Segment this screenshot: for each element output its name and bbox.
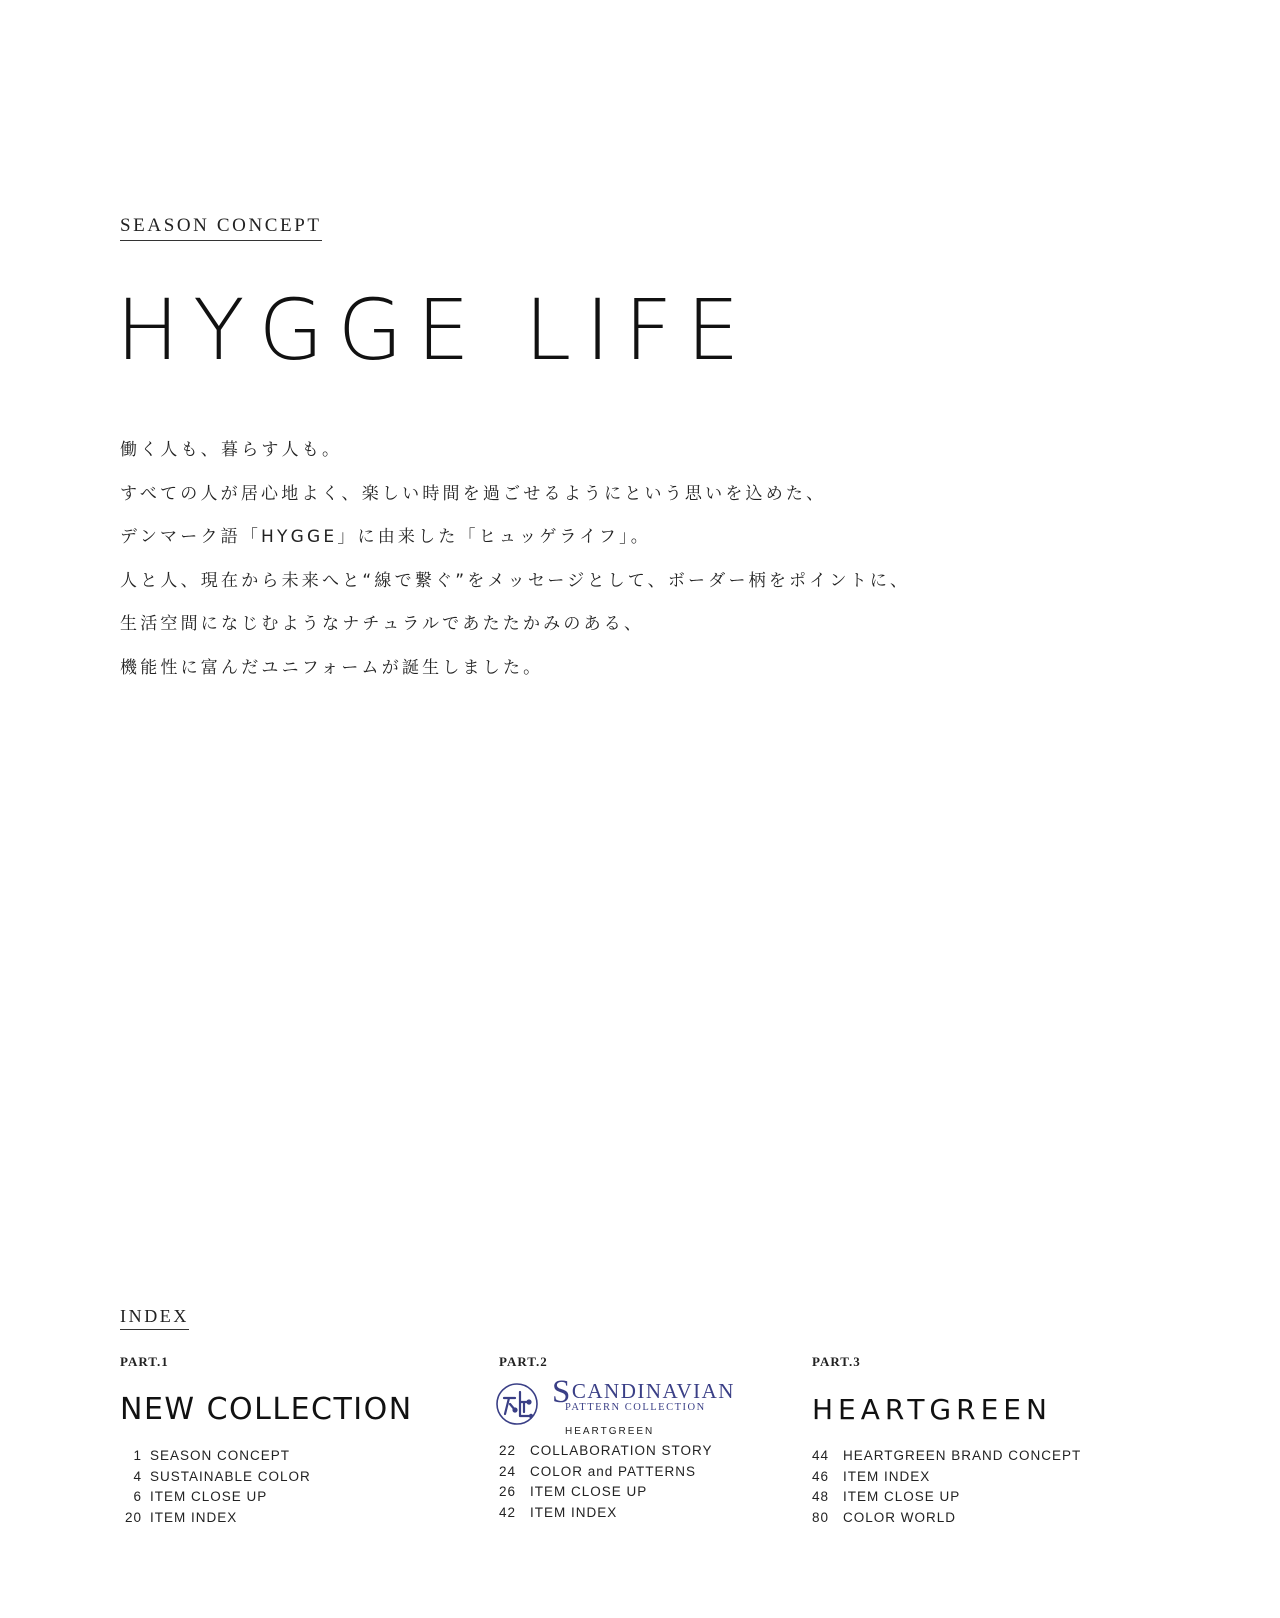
- toc-title: HEARTGREEN BRAND CONCEPT: [843, 1448, 1082, 1463]
- toc-row[interactable]: [120, 1467, 460, 1488]
- concept-line: 生活空間になじむようなナチュラルであたたかみのある、: [120, 614, 645, 634]
- toc-title: COLOR and PATTERNS: [530, 1463, 697, 1479]
- part-label: PART.1: [120, 1354, 169, 1369]
- concept-line: 人と人、現在から未来へと“線で繋ぐ”をメッセージとして、ボーダー柄をポイントに、: [120, 570, 911, 591]
- toc-page-number: 22: [499, 1443, 517, 1458]
- concept-line: 働く人も、暮らす人も。: [120, 440, 343, 460]
- toc-page-number: 24: [499, 1463, 517, 1479]
- part-label: PART.3: [812, 1354, 861, 1369]
- toc-list: [812, 1446, 1142, 1528]
- toc-title: ITEM INDEX: [843, 1468, 931, 1484]
- toc-title: ITEM INDEX: [150, 1509, 238, 1525]
- scandinavian-logo: [499, 1374, 739, 1441]
- toc-row[interactable]: [812, 1467, 1142, 1488]
- toc-title: COLOR WORLD: [843, 1509, 957, 1525]
- part-heading: [120, 1389, 460, 1441]
- toc-row[interactable]: [812, 1508, 1142, 1529]
- part-label: PART.2: [499, 1354, 548, 1369]
- part-heading: [812, 1389, 1142, 1441]
- toc-row[interactable]: [499, 1503, 789, 1524]
- toc-page-number: 4: [133, 1468, 142, 1484]
- toc-list: [120, 1446, 460, 1528]
- concept-line: 機能性に富んだユニフォームが誕生しました。: [120, 657, 544, 678]
- toc-title: ITEM CLOSE UP: [150, 1489, 268, 1504]
- toc-page-number: 1: [133, 1448, 142, 1463]
- toc-row[interactable]: [120, 1487, 460, 1508]
- toc-row[interactable]: [120, 1446, 460, 1467]
- index-part-1: [120, 1354, 460, 1528]
- concept-body: [120, 440, 1080, 701]
- toc-title: SUSTAINABLE COLOR: [150, 1468, 311, 1484]
- toc-page-number: 80: [812, 1509, 830, 1525]
- concept-line: すべての人が居心地よく、楽しい時間を過ごせるようにという思いを込めた、: [120, 483, 827, 504]
- toc-title: COLLABORATION STORY: [530, 1443, 713, 1458]
- toc-page-number: 42: [499, 1504, 517, 1520]
- toc-row[interactable]: [812, 1446, 1142, 1467]
- toc-title: ITEM CLOSE UP: [530, 1484, 648, 1499]
- toc-page-number: 20: [124, 1509, 142, 1525]
- toc-row[interactable]: [499, 1441, 789, 1462]
- toc-title: ITEM INDEX: [530, 1504, 618, 1520]
- index-part-2: [499, 1354, 789, 1523]
- toc-row[interactable]: [120, 1508, 460, 1529]
- toc-title: ITEM CLOSE UP: [843, 1489, 961, 1504]
- toc-page-number: 48: [812, 1489, 830, 1504]
- toc-title: SEASON CONCEPT: [150, 1448, 291, 1463]
- scandinavian-logo-mark-icon: [493, 1380, 541, 1428]
- concept-line: デンマーク語「HYGGE」に由来した「ヒュッゲライフ」。: [120, 527, 651, 547]
- logo-subtitle: PATTERN COLLECTION: [565, 1402, 706, 1413]
- part-heading-text: NEW COLLECTION: [120, 1392, 413, 1427]
- toc-row[interactable]: [499, 1482, 789, 1503]
- toc-page-number: 44: [812, 1448, 830, 1463]
- logo-brand: HEARTGREEN: [565, 1426, 655, 1437]
- season-concept-label: SEASON CONCEPT: [120, 215, 322, 241]
- toc-page-number: 46: [812, 1468, 830, 1484]
- part-heading-text: HEARTGREEN: [812, 1393, 1052, 1426]
- page-title: HYGGE LIFE: [116, 281, 754, 379]
- toc-list: [499, 1441, 789, 1523]
- index-part-3: [812, 1354, 1142, 1528]
- toc-row[interactable]: [499, 1462, 789, 1483]
- logo-title: SCANDINAVIAN: [552, 1374, 735, 1410]
- index-label: INDEX: [120, 1306, 189, 1330]
- toc-page-number: 26: [499, 1484, 517, 1499]
- toc-row[interactable]: [812, 1487, 1142, 1508]
- toc-page-number: 6: [133, 1489, 142, 1504]
